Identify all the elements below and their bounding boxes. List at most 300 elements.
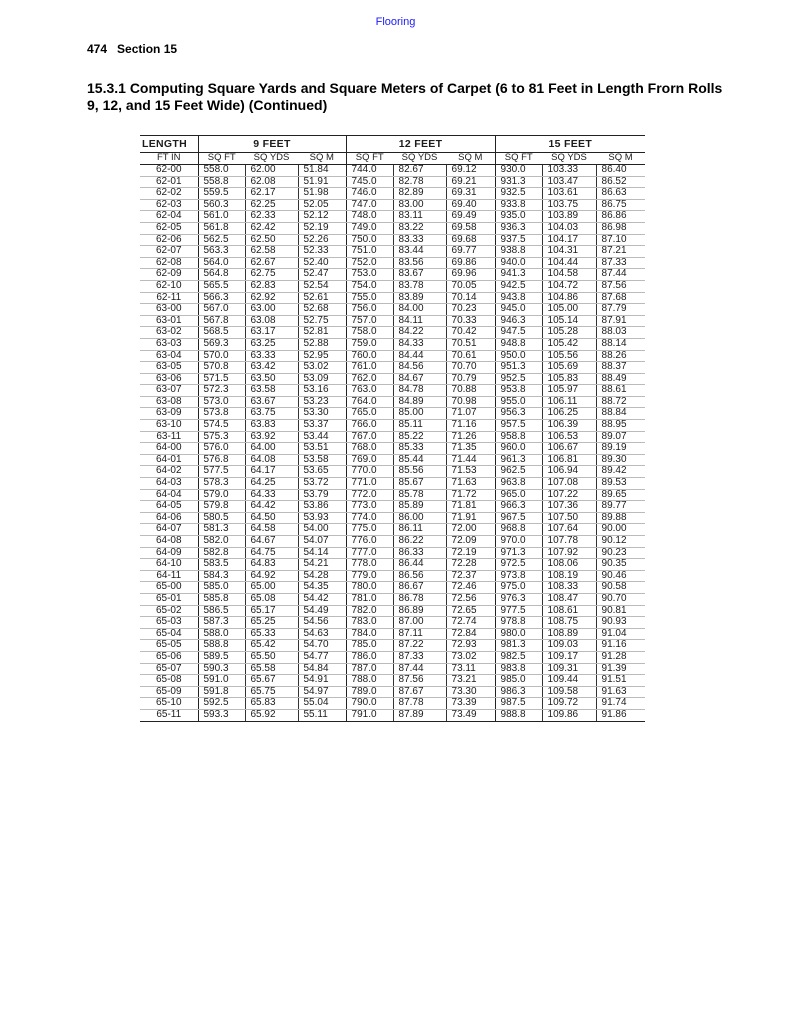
table-row [140,466,645,478]
sqyds-15-cell: 103.33 [542,165,596,177]
fifteen-feet-header: 15 FEET [495,136,645,153]
sqft-12-cell: 768.0 [346,443,393,455]
table-row [140,188,645,200]
sqyds-9-cell: 62.08 [245,176,298,188]
sqft-15-cell: 957.5 [495,420,542,432]
sqft-12-cell: 744.0 [346,165,393,177]
sqft-12-cell: 755.0 [346,292,393,304]
sqft-12-cell: 786.0 [346,651,393,663]
table-row [140,675,645,687]
sqyds-15-cell: 105.56 [542,350,596,362]
sqft-9-cell: 577.5 [198,466,245,478]
length-cell: 65-00 [140,582,198,594]
table-row [140,292,645,304]
sqm-9-cell: 54.21 [298,559,346,571]
table-row [140,501,645,513]
sqm-9-cell: 52.33 [298,246,346,258]
sqyds-12-cell: 85.00 [393,408,446,420]
sqm-9-cell: 52.95 [298,350,346,362]
sqft-9-cell: 586.5 [198,605,245,617]
sqyds-9-cell: 62.17 [245,188,298,200]
sqft-9-cell: 584.3 [198,570,245,582]
length-cell: 64-03 [140,478,198,490]
length-header: LENGTH [140,136,198,153]
sqyds-9-cell: 62.50 [245,234,298,246]
sqft-12-cell: 791.0 [346,709,393,721]
length-cell: 65-01 [140,593,198,605]
sqft-9-cell: 593.3 [198,709,245,721]
table-row [140,628,645,640]
sqm-9-cell: 52.19 [298,222,346,234]
length-cell: 64-08 [140,536,198,548]
sqyds-9-cell: 63.25 [245,338,298,350]
sqyds-9-cell: 65.67 [245,675,298,687]
sqm-12-cell: 72.84 [446,628,495,640]
sqyds-12-cell: 84.78 [393,385,446,397]
sqft-12-cell: 772.0 [346,489,393,501]
table-row [140,315,645,327]
table-row [140,443,645,455]
sqyds-12-cell: 86.22 [393,536,446,548]
sqyds-15-cell: 105.42 [542,338,596,350]
sqyds-9-cell: 64.92 [245,570,298,582]
sqft-9-cell: 591.0 [198,675,245,687]
length-cell: 63-00 [140,304,198,316]
sqyds-12-cell: 84.44 [393,350,446,362]
table-row [140,547,645,559]
sqm-15-cell: 90.70 [596,593,645,605]
sqft-9-cell: 590.3 [198,663,245,675]
sqm-9-cell: 52.81 [298,327,346,339]
sqm-9-cell: 54.84 [298,663,346,675]
length-cell: 62-11 [140,292,198,304]
sqm-9-cell: 52.47 [298,269,346,281]
length-cell: 64-04 [140,489,198,501]
sqm-9-cell: 53.02 [298,362,346,374]
sub-header-row [140,153,645,165]
sqm-15-cell: 87.56 [596,280,645,292]
sqyds-9-cell: 62.75 [245,269,298,281]
sqyds-9-cell: 65.33 [245,628,298,640]
page-header [87,42,187,56]
sqyds-12-cell: 84.33 [393,338,446,350]
sqyds-9-cell: 64.25 [245,478,298,490]
sqm-12-cell: 71.72 [446,489,495,501]
sqft-9-cell: 560.3 [198,199,245,211]
length-cell: 62-09 [140,269,198,281]
sqm-12-cell: 70.98 [446,396,495,408]
sqm-9-cell: 52.40 [298,257,346,269]
sqyds-9-cell: 64.75 [245,547,298,559]
running-head: Flooring [375,16,416,28]
table-row [140,234,645,246]
sqft-12-cell: 751.0 [346,246,393,258]
sqft-15-cell: 945.0 [495,304,542,316]
sqft-9-cell: 564.0 [198,257,245,269]
sqft-15-cell: 967.5 [495,512,542,524]
sqm-15-cell: 90.81 [596,605,645,617]
sqm-9-cell: 52.12 [298,211,346,223]
sqm-9-cell: 54.70 [298,640,346,652]
sqft-12-cell: 750.0 [346,234,393,246]
sqm-9-cell: 54.35 [298,582,346,594]
table-row [140,176,645,188]
table-row [140,350,645,362]
page-number: 474 [87,42,108,56]
sqyds-9-cell: 62.67 [245,257,298,269]
sqyds-12-cell: 87.00 [393,617,446,629]
sqm-9-cell: 53.09 [298,373,346,385]
sqm-15-cell: 91.51 [596,675,645,687]
length-cell: 65-09 [140,686,198,698]
sqyds-12-cell: 87.44 [393,663,446,675]
sqft-15-cell: 975.0 [495,582,542,594]
sqft-15-cell: 965.0 [495,489,542,501]
sqm-12-cell: 72.37 [446,570,495,582]
sqyds-15-cell: 107.78 [542,536,596,548]
table-row [140,478,645,490]
sqyds-9-cell: 65.00 [245,582,298,594]
sqm-15-cell: 90.00 [596,524,645,536]
table-row [140,431,645,443]
sqft-9-cell: 588.0 [198,628,245,640]
sqft-15-cell: 972.5 [495,559,542,571]
sqm-9-cell: 52.05 [298,199,346,211]
sqft-15-cell: 946.3 [495,315,542,327]
sqft-9-cell: 570.8 [198,362,245,374]
sqm-9-cell: 54.97 [298,686,346,698]
table-row [140,536,645,548]
sqm-12-cell: 69.77 [446,246,495,258]
sqft-9-cell: 561.8 [198,222,245,234]
length-cell: 65-02 [140,605,198,617]
sqyds-15-cell: 105.00 [542,304,596,316]
table-row [140,570,645,582]
sqft-12-cell: 766.0 [346,420,393,432]
table-title: 15.3.1 Computing Square Yards and Square Meters of Carpet (6 to 81 Feet in Length Frorn Rolls 9, 12, and 15 Feet Wide) (Continued) [87,80,723,113]
sqft-9-cell: 591.8 [198,686,245,698]
sqyds-15-cell: 104.72 [542,280,596,292]
table-row [140,617,645,629]
sqft-9-cell: 571.5 [198,373,245,385]
sqft-9-cell: 585.8 [198,593,245,605]
sqft-9-cell: 572.3 [198,385,245,397]
sqft-12-cell: 754.0 [346,280,393,292]
sqm-12-cell: 70.42 [446,327,495,339]
sqyds-9-cell: 62.83 [245,280,298,292]
sqyds-15-cell: 109.72 [542,698,596,710]
section-label: Section 15 [117,42,178,56]
sqft-12-cell: 773.0 [346,501,393,513]
sub-header: SQ M [446,153,495,165]
sqft-9-cell: 575.3 [198,431,245,443]
sqft-15-cell: 963.8 [495,478,542,490]
sqft-15-cell: 977.5 [495,605,542,617]
table-row [140,327,645,339]
length-cell: 64-01 [140,454,198,466]
sqyds-9-cell: 65.50 [245,651,298,663]
sqm-12-cell: 69.68 [446,234,495,246]
sqm-15-cell: 91.39 [596,663,645,675]
sqyds-9-cell: 63.58 [245,385,298,397]
sqft-15-cell: 962.5 [495,466,542,478]
sqft-15-cell: 942.5 [495,280,542,292]
sqyds-15-cell: 106.11 [542,396,596,408]
sqm-9-cell: 52.54 [298,280,346,292]
sqft-9-cell: 568.5 [198,327,245,339]
sqft-15-cell: 930.0 [495,165,542,177]
sqm-9-cell: 53.16 [298,385,346,397]
sqft-9-cell: 570.0 [198,350,245,362]
sqyds-12-cell: 87.89 [393,709,446,721]
sqm-12-cell: 70.51 [446,338,495,350]
sqyds-12-cell: 83.67 [393,269,446,281]
sqyds-12-cell: 86.67 [393,582,446,594]
sqm-9-cell: 54.77 [298,651,346,663]
sqm-12-cell: 70.23 [446,304,495,316]
sqft-12-cell: 748.0 [346,211,393,223]
sqft-12-cell: 783.0 [346,617,393,629]
table-row [140,385,645,397]
sqft-15-cell: 978.8 [495,617,542,629]
sqm-12-cell: 71.44 [446,454,495,466]
sqm-12-cell: 69.49 [446,211,495,223]
sqyds-12-cell: 84.67 [393,373,446,385]
sqm-9-cell: 53.79 [298,489,346,501]
sqft-15-cell: 958.8 [495,431,542,443]
sqft-12-cell: 765.0 [346,408,393,420]
sqft-15-cell: 983.8 [495,663,542,675]
sqyds-15-cell: 109.31 [542,663,596,675]
length-cell: 64-05 [140,501,198,513]
sqyds-9-cell: 63.92 [245,431,298,443]
sqyds-12-cell: 87.33 [393,651,446,663]
sqm-15-cell: 86.52 [596,176,645,188]
sqft-12-cell: 770.0 [346,466,393,478]
length-cell: 65-08 [140,675,198,687]
sqm-15-cell: 86.40 [596,165,645,177]
sqm-9-cell: 51.84 [298,165,346,177]
sqft-12-cell: 745.0 [346,176,393,188]
sqm-9-cell: 54.56 [298,617,346,629]
sqm-15-cell: 90.46 [596,570,645,582]
table-row [140,559,645,571]
sqm-15-cell: 90.35 [596,559,645,571]
sqft-12-cell: 782.0 [346,605,393,617]
sqm-12-cell: 72.09 [446,536,495,548]
sqft-12-cell: 777.0 [346,547,393,559]
sqm-12-cell: 71.16 [446,420,495,432]
table-row [140,582,645,594]
length-cell: 64-02 [140,466,198,478]
sqyds-12-cell: 85.33 [393,443,446,455]
sqyds-12-cell: 84.89 [393,396,446,408]
sqft-15-cell: 966.3 [495,501,542,513]
sqyds-12-cell: 83.22 [393,222,446,234]
sqm-15-cell: 88.14 [596,338,645,350]
length-cell: 64-09 [140,547,198,559]
sqm-15-cell: 88.72 [596,396,645,408]
table-row [140,257,645,269]
sqm-9-cell: 53.86 [298,501,346,513]
sqyds-15-cell: 109.03 [542,640,596,652]
sqft-9-cell: 592.5 [198,698,245,710]
sqm-15-cell: 87.10 [596,234,645,246]
sqft-9-cell: 578.3 [198,478,245,490]
sqyds-12-cell: 87.78 [393,698,446,710]
sqft-12-cell: 757.0 [346,315,393,327]
length-cell: 64-06 [140,512,198,524]
sqm-12-cell: 70.33 [446,315,495,327]
sqyds-15-cell: 104.03 [542,222,596,234]
sqyds-9-cell: 62.25 [245,199,298,211]
sqm-12-cell: 73.21 [446,675,495,687]
sqm-9-cell: 53.65 [298,466,346,478]
sqft-12-cell: 747.0 [346,199,393,211]
sqft-9-cell: 559.5 [198,188,245,200]
sqyds-9-cell: 64.50 [245,512,298,524]
sqm-9-cell: 53.51 [298,443,346,455]
sqm-12-cell: 69.31 [446,188,495,200]
sqyds-12-cell: 85.44 [393,454,446,466]
carpet-conversion-table [140,135,645,722]
sqft-9-cell: 573.8 [198,408,245,420]
sqft-12-cell: 776.0 [346,536,393,548]
sqft-9-cell: 583.5 [198,559,245,571]
sqm-15-cell: 89.53 [596,478,645,490]
sqyds-15-cell: 106.39 [542,420,596,432]
table-row [140,640,645,652]
length-cell: 62-08 [140,257,198,269]
sqft-12-cell: 787.0 [346,663,393,675]
sqm-12-cell: 70.70 [446,362,495,374]
sqft-15-cell: 985.0 [495,675,542,687]
sqm-9-cell: 55.11 [298,709,346,721]
sqm-12-cell: 73.02 [446,651,495,663]
sqm-12-cell: 71.07 [446,408,495,420]
sqyds-15-cell: 107.92 [542,547,596,559]
sqft-12-cell: 760.0 [346,350,393,362]
sqm-9-cell: 54.28 [298,570,346,582]
sqft-9-cell: 563.3 [198,246,245,258]
sqft-15-cell: 987.5 [495,698,542,710]
sqyds-15-cell: 105.83 [542,373,596,385]
sqyds-15-cell: 109.17 [542,651,596,663]
sqm-9-cell: 54.63 [298,628,346,640]
sqft-12-cell: 790.0 [346,698,393,710]
sqyds-12-cell: 83.78 [393,280,446,292]
sqm-12-cell: 69.40 [446,199,495,211]
sqft-15-cell: 961.3 [495,454,542,466]
sqm-9-cell: 55.04 [298,698,346,710]
sqft-9-cell: 582.0 [198,536,245,548]
sqm-12-cell: 72.93 [446,640,495,652]
nine-feet-header: 9 FEET [198,136,346,153]
sqyds-12-cell: 86.11 [393,524,446,536]
sqft-12-cell: 769.0 [346,454,393,466]
sub-header: FT IN [140,153,198,165]
sqm-12-cell: 71.53 [446,466,495,478]
sqm-9-cell: 53.23 [298,396,346,408]
sqft-15-cell: 937.5 [495,234,542,246]
sqyds-12-cell: 86.33 [393,547,446,559]
table-row [140,373,645,385]
sqyds-15-cell: 107.64 [542,524,596,536]
sqft-12-cell: 746.0 [346,188,393,200]
sqyds-12-cell: 84.56 [393,362,446,374]
sqyds-15-cell: 104.86 [542,292,596,304]
sqyds-9-cell: 65.42 [245,640,298,652]
sqyds-9-cell: 64.83 [245,559,298,571]
sqft-9-cell: 558.8 [198,176,245,188]
sqyds-15-cell: 108.75 [542,617,596,629]
sqft-12-cell: 781.0 [346,593,393,605]
sqyds-9-cell: 64.17 [245,466,298,478]
length-cell: 65-06 [140,651,198,663]
length-cell: 65-05 [140,640,198,652]
sqyds-9-cell: 64.58 [245,524,298,536]
sqyds-9-cell: 64.00 [245,443,298,455]
sqft-12-cell: 763.0 [346,385,393,397]
sqft-15-cell: 948.8 [495,338,542,350]
sqyds-15-cell: 105.97 [542,385,596,397]
sqm-12-cell: 72.65 [446,605,495,617]
sqft-15-cell: 971.3 [495,547,542,559]
sqm-9-cell: 52.61 [298,292,346,304]
sqyds-12-cell: 84.11 [393,315,446,327]
sqft-9-cell: 579.8 [198,501,245,513]
sqyds-12-cell: 83.56 [393,257,446,269]
table-row [140,454,645,466]
sqm-12-cell: 69.58 [446,222,495,234]
sqft-12-cell: 762.0 [346,373,393,385]
sqyds-12-cell: 82.67 [393,165,446,177]
sqm-9-cell: 51.91 [298,176,346,188]
sqm-15-cell: 87.68 [596,292,645,304]
sqm-15-cell: 87.91 [596,315,645,327]
sqm-12-cell: 70.88 [446,385,495,397]
length-cell: 65-04 [140,628,198,640]
sqft-12-cell: 758.0 [346,327,393,339]
sqft-12-cell: 761.0 [346,362,393,374]
sqft-9-cell: 576.0 [198,443,245,455]
length-cell: 64-00 [140,443,198,455]
sqyds-12-cell: 83.89 [393,292,446,304]
length-cell: 63-07 [140,385,198,397]
table-row [140,489,645,501]
table-body [140,165,645,722]
sqyds-15-cell: 107.22 [542,489,596,501]
sqm-15-cell: 89.30 [596,454,645,466]
sqft-9-cell: 569.3 [198,338,245,350]
sqm-12-cell: 70.61 [446,350,495,362]
sqft-12-cell: 771.0 [346,478,393,490]
sqm-12-cell: 72.74 [446,617,495,629]
length-cell: 63-05 [140,362,198,374]
sqyds-15-cell: 103.47 [542,176,596,188]
sqyds-9-cell: 65.75 [245,686,298,698]
sqyds-9-cell: 62.58 [245,246,298,258]
sqm-15-cell: 87.21 [596,246,645,258]
sqyds-12-cell: 83.00 [393,199,446,211]
sqft-12-cell: 780.0 [346,582,393,594]
table-row [140,199,645,211]
sqyds-15-cell: 106.81 [542,454,596,466]
table-row [140,524,645,536]
length-cell: 65-03 [140,617,198,629]
sqyds-12-cell: 85.67 [393,478,446,490]
sqm-15-cell: 88.61 [596,385,645,397]
